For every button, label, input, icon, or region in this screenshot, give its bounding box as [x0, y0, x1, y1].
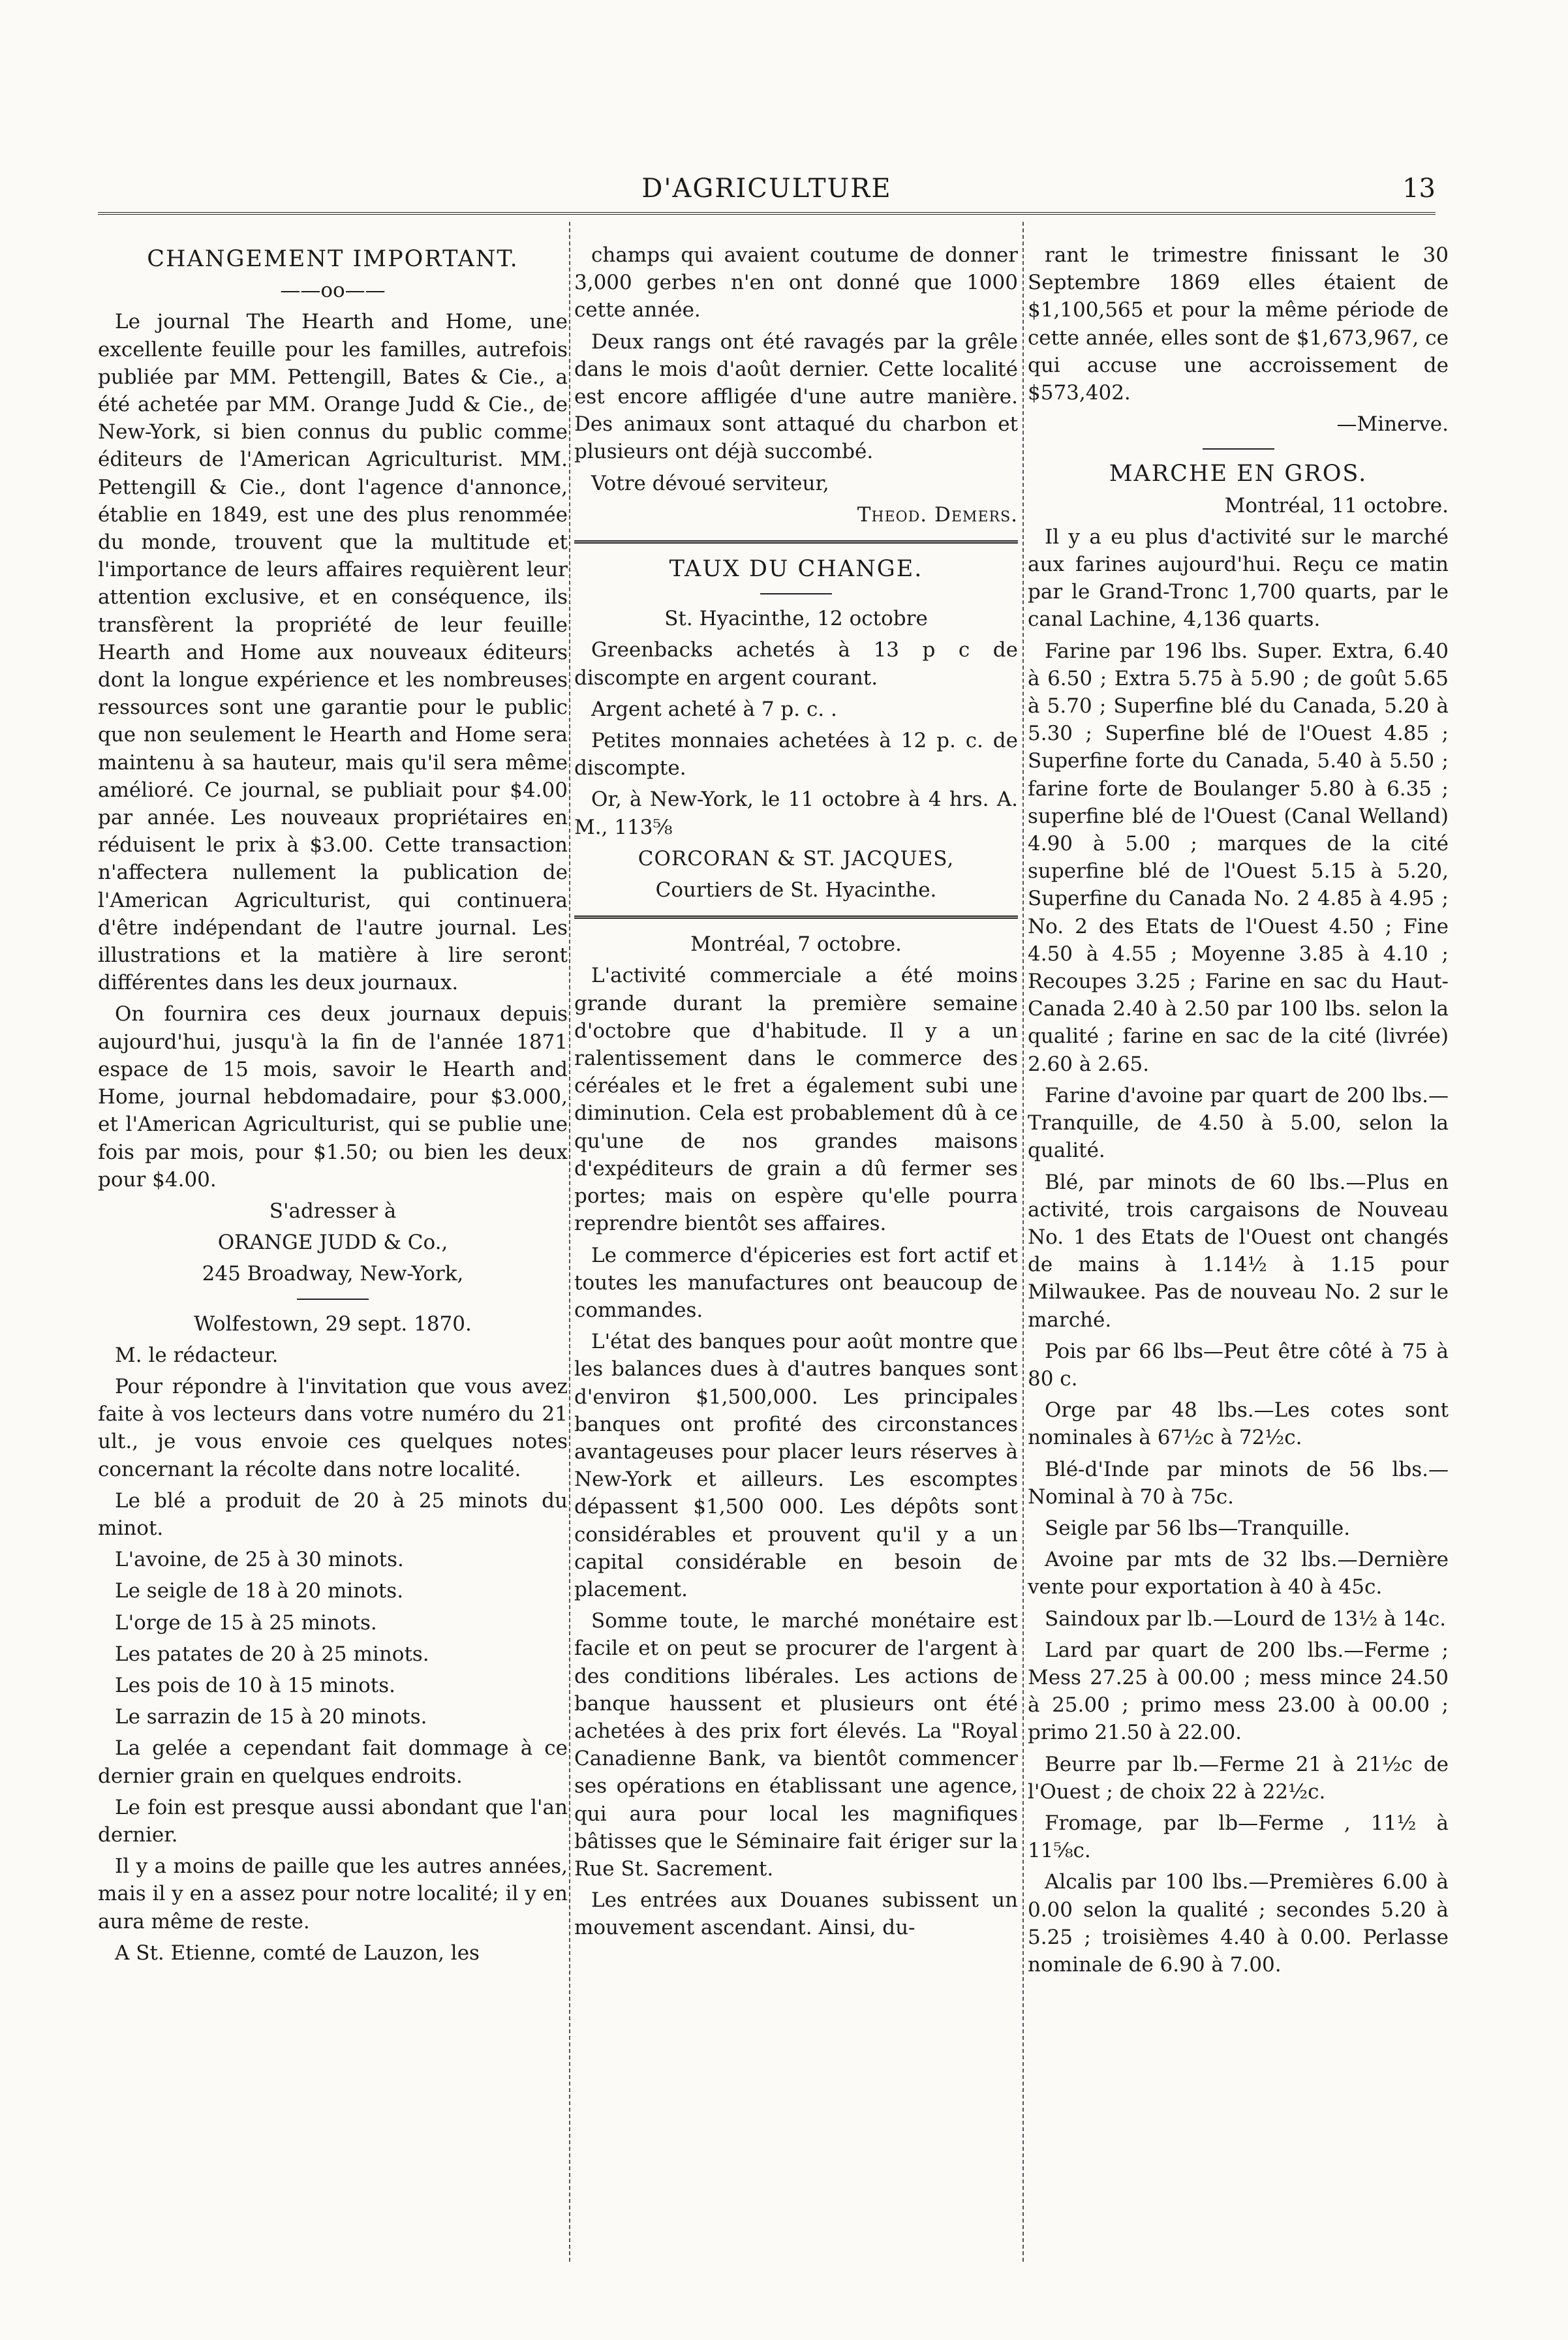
- article-heading: TAUX DU CHANGE.: [669, 556, 923, 583]
- page-header: [98, 174, 1436, 206]
- paragraph: Avoine par mts de 32 lbs.—Dernière vente pour exportation à 40 à 45c.: [1028, 1548, 1449, 1599]
- paragraph: Lard par quart de 200 lbs.—Ferme ; Mess 27.25 à 00.00 ; mess mince 24.50 à 25.00 ; primo mess 23.00 à 00.00 ; primo 21.50 à 22.00.: [1028, 1638, 1449, 1745]
- separator: ——oo——: [280, 279, 386, 303]
- exchange-line: Greenbacks achetés à 13 p c de discompte en argent courant.: [574, 638, 1018, 690]
- company-name: ORANGE JUDD & Co.,: [217, 1231, 448, 1255]
- running-title: D'AGRICULTURE: [641, 174, 892, 204]
- paragraph: Le blé a produit de 20 à 25 minots du minot.: [98, 1488, 568, 1540]
- paragraph: A St. Etienne, comté de Lauzon, les: [115, 1941, 480, 1965]
- dateline: Wolfestown, 29 sept. 1870.: [194, 1312, 472, 1336]
- salutation: M. le rédacteur.: [115, 1343, 279, 1367]
- header-rule: [98, 212, 1436, 215]
- paragraph: rant le trimestre finissant le 30 Septembre 1869 elles étaient de $1,100,565 et pour la même période de cette année, elles sont de $1,673,967, ce qui accuse une accroissement de $573,402.: [1028, 243, 1449, 405]
- divider: [297, 1299, 369, 1300]
- column-divider: [1022, 222, 1024, 2262]
- dateline: St. Hyacinthe, 12 octobre: [664, 607, 928, 631]
- paragraph: champs qui avaient coutume de donner 3,000 gerbes n'en ont donné que 1000 cette année.: [574, 243, 1018, 322]
- paragraph: Le commerce d'épiceries est fort actif et toutes les manufactures ont beaucoup de commandes.: [574, 1243, 1018, 1322]
- divider: [760, 593, 832, 594]
- harvest-line: L'orge de 15 à 25 minots.: [115, 1610, 377, 1635]
- harvest-line: Le seigle de 18 à 20 minots.: [115, 1579, 404, 1603]
- paragraph: Pour répondre à l'invitation que vous avez faite à vos lecteurs dans votre numéro du 21 ult., je vous envoie ces quelques notes concernant la récolte dans notre localité.: [98, 1374, 568, 1481]
- paragraph: Farine d'avoine par quart de 200 lbs.—Tranquille, de 4.50 à 5.00, selon la qualité.: [1028, 1083, 1449, 1163]
- divider: [1203, 448, 1274, 450]
- paragraph: Blé-d'Inde par minots de 56 lbs.—Nominal à 70 à 75c.: [1028, 1457, 1449, 1509]
- paragraph: Alcalis par 100 lbs.—Premières 6.00 à 0.00 selon la qualité ; secondes 5.20 à 5.25 ; troisièmes 4.40 à 0.00. Perlasse nominale de 6.90 à 7.00.: [1028, 1870, 1449, 1977]
- signature: Theod. Demers.: [857, 502, 1018, 527]
- exchange-line: Argent acheté à 7 p. c. .: [591, 697, 837, 721]
- paragraph: Farine par 196 lbs. Super. Extra, 6.40 à 6.50 ; Extra 5.75 à 5.90 ; de goût 5.65 à 5.70 ; Superfine blé du Canada, 5.20 à 5.30 ; Superfine blé de l'Ouest 4.85 ; Superfine forte du Canada, 5.40 à 5.50 ; farine forte de Boulanger 5.80 à 6.35 ; superfine blé de l'Ouest (Canal Welland) 4.90 à 5.00 ; marques de la cité superfine blé de l'Ouest 5.15 à 5.20, Superfine du Canada No. 2 4.85 à 4.95 ; No. 2 des Etats de l'Ouest 4.50 ; Fine 4.50 à 4.55 ; Moyenne 3.85 à 4.10 ; Recoupes 3.25 ; Farine en sac du Haut-Canada 2.40 à 2.50 par 100 lbs. selon la qualité ; farine en sac de la cité (livrée) 2.60 à 2.65.: [1028, 639, 1449, 1076]
- article-heading: MARCHE EN GROS.: [1109, 461, 1368, 487]
- column-2: [574, 241, 1018, 1946]
- paragraph: Le foin est presque aussi abondant que l'an dernier.: [98, 1795, 568, 1847]
- source-credit: —Minerve.: [1336, 412, 1449, 437]
- page-number: 13: [1402, 174, 1436, 204]
- paragraph: Seigle par 56 lbs—Tranquille.: [1045, 1516, 1351, 1540]
- paragraph: L'activité commerciale a été moins grande durant la première semaine d'octobre que d'habitude. Il y a un ralentissement dans le commerce des céréales et le fret a également subi une diminution. Cela est probablement dû à ce qu'une de nos grandes maisons d'expéditeurs de grain a dû fermer ses portes; mais on espère qu'elle pourra reprendre bientôt ses affaires.: [574, 964, 1018, 1236]
- paragraph: Il y a moins de paille que les autres années, mais il y en a assez pour notre localité; il y en aura même de reste.: [98, 1855, 568, 1933]
- brokers-title: Courtiers de St. Hyacinthe.: [655, 878, 937, 902]
- column-divider: [569, 222, 570, 2262]
- closing: Votre dévoué serviteur,: [591, 471, 829, 495]
- exchange-line: Or, à New-York, le 11 octobre à 4 hrs. A. M., 113⅝: [574, 788, 1018, 839]
- paragraph: Deux rangs ont été ravagés par la grêle dans le mois d'août dernier. Cette localité est encore affligée d'une autre manière. Des animaux sont attaqué du charbon et plusieurs ont déjà succombé.: [574, 330, 1018, 464]
- paragraph: Saindoux par lb.—Lourd de 13½ à 14c.: [1045, 1607, 1447, 1631]
- paragraph: Le journal The Hearth and Home, une excellente feuille pour les familles, autrefois publiée par MM. Pettengill, Bates & Cie., a été achetée par MM. Orange Judd & Cie., de New-York, si bien connus du public comme éditeurs de l'American Agriculturist. MM. Pettengill & Cie., dont l'agence d'annonce, établie en 1849, est une des plus renommée du monde, trouvent que la multitude et l'importance de leurs affaires requièrent leur attention exclusive, et en conséquence, ils transfèrent la propriété de leur feuille Hearth and Home aux nouveaux éditeurs dont la longue expérience et les nombreuses ressources sont une garantie pour le public que non seulement le Hearth and Home sera maintenu à sa hauteur, mais qu'il sera même amélioré. Ce journal, se publiait pour $4.00 par année. Les nouveaux propriétaires en réduisent le prix à $3.00. Cette transaction n'affectera nullement la publication de l'American Agriculturist, qui continuera d'être indépendant de l'autre journal. Les illustrations et la matière à lire seront différentes dans les deux journaux.: [98, 310, 568, 995]
- street-address: 245 Broadway, New-York,: [202, 1262, 464, 1286]
- harvest-line: Les patates de 20 à 25 minots.: [115, 1642, 429, 1666]
- paragraph: Blé, par minots de 60 lbs.—Plus en activité, trois cargaisons de Nouveau No. 1 des Etats de l'Ouest ont changés de mains à 1.14½ à 1.15 pour Milwaukee. Pas de nouveau No. 2 sur le marché.: [1028, 1170, 1449, 1332]
- paragraph: La gelée a cependant fait dommage à ce dernier grain en quelques endroits.: [98, 1736, 568, 1788]
- exchange-line: Petites monnaies achetées à 12 p. c. de discompte.: [574, 729, 1018, 780]
- paragraph: L'état des banques pour août montre que les balances dues à d'autres banques sont d'environ $1,500,000. Les principales banques ont profité des circonstances avantageuses pour placer leurs réserves à New-York et ailleurs. Les escomptes dépassent $1,500 000. Les dépôts sont considérables et prouvent qu'il y a un capital considérable en besoin de placement.: [574, 1330, 1018, 1601]
- paragraph: On fournira ces deux journaux depuis aujourd'hui, jusqu'à la fin de l'année 1871 espace de 15 mois, savoir le Hearth and Home, journal hebdomadaire, pour $3.000, et l'American Agriculturist, qui se publie une fois par mois, pour $1.50; ou bien les deux pour $4.00.: [98, 1002, 568, 1192]
- article-heading: CHANGEMENT IMPORTANT.: [147, 246, 519, 272]
- harvest-line: L'avoine, de 25 à 30 minots.: [115, 1548, 404, 1572]
- section-divider: [574, 540, 1018, 544]
- column-3: [1028, 241, 1449, 1982]
- paragraph: Il y a eu plus d'activité sur le marché aux farines aujourd'hui. Reçu ce matin par le Grand-Tronc 1,700 quarts, par le canal Lachine, 4,136 quarts.: [1028, 525, 1449, 632]
- dateline: Montréal, 7 octobre.: [690, 932, 902, 957]
- section-divider: [574, 916, 1018, 919]
- brokers-name: CORCORAN & ST. JACQUES,: [638, 846, 955, 870]
- paragraph: Les entrées aux Douanes subissent un mouvement ascendant. Ainsi, du-: [574, 1888, 1018, 1940]
- paragraph: Pois par 66 lbs—Peut être côté à 75 à 80 c.: [1028, 1339, 1449, 1391]
- column-1: [98, 241, 568, 1971]
- paragraph: Fromage, par lb—Ferme , 11½ à 11⅝c.: [1028, 1811, 1449, 1863]
- paragraph: Orge par 48 lbs.—Les cotes sont nominales à 67½c à 72½c.: [1028, 1398, 1449, 1450]
- dateline: Montréal, 11 octobre.: [1224, 493, 1449, 517]
- harvest-line: Le sarrazin de 15 à 20 minots.: [115, 1705, 427, 1729]
- paragraph: Somme toute, le marché monétaire est facile et on peut se procurer de l'argent à des conditions libérales. Les actions de banque haussent et plusieurs ont été achetées à des prix fort élevés. La "Royal Canadienne Bank, va bientôt commencer ses opérations en établissant une agence, qui aura pour local les magnifiques bâtisses que le Séminaire fait ériger sur la Rue St. Sacrement.: [574, 1609, 1018, 1881]
- harvest-line: Les pois de 10 à 15 minots.: [115, 1673, 396, 1697]
- address-line: S'adresser à: [269, 1199, 397, 1223]
- paragraph: Beurre par lb.—Ferme 21 à 21½c de l'Ouest ; de choix 22 à 22½c.: [1028, 1752, 1449, 1804]
